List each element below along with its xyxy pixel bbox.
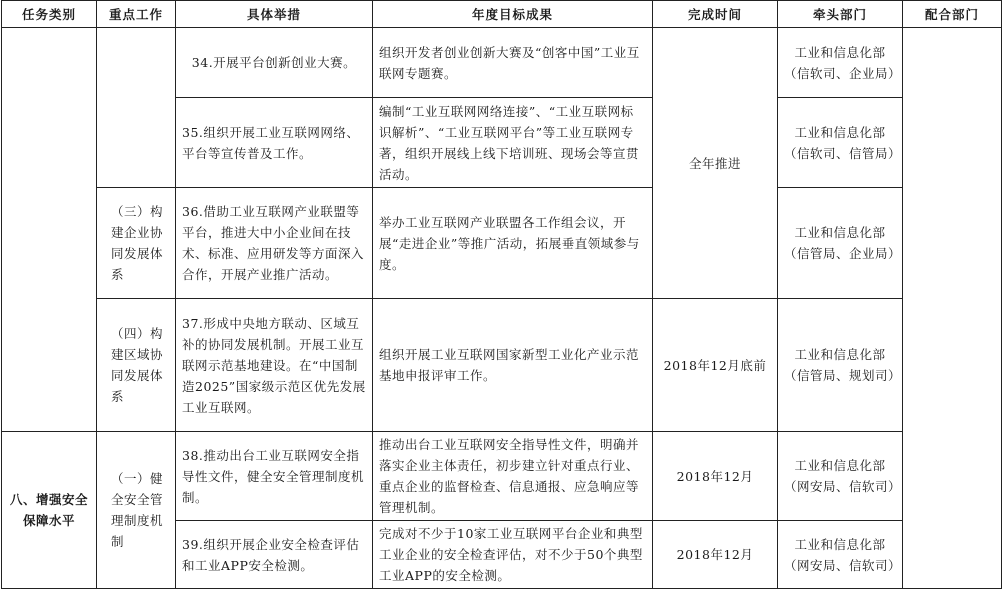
header-coop: 配合部门 — [903, 1, 1002, 28]
goal-cell: 编制“工业互联网网络连接”、“工业互联网标识解析”、“工业互联网平台”等工业互联网专著，组织开展线上线下培训班、现场会等宣贯活动。 — [373, 98, 653, 188]
header-time: 完成时间 — [653, 1, 778, 28]
lead-cell: 工业和信息化部（信管局、企业局） — [778, 188, 903, 299]
header-focus: 重点工作 — [97, 1, 176, 28]
time-cell: 2018年12月底前 — [653, 299, 778, 432]
goal-cell: 完成对不少于10家工业互联网平台企业和典型工业企业的安全检查评估，对不少于50个典型工业APP的安全检测。 — [373, 521, 653, 589]
measure-cell: 34.开展平台创新创业大赛。 — [176, 28, 373, 98]
goal-cell: 组织开发者创业创新大赛及“创客中国”工业互联网专题赛。 — [373, 28, 653, 98]
table-header-row — [2, 1, 1002, 28]
measure-cell: 39.组织开展企业安全检查评估和工业APP安全检测。 — [176, 521, 373, 589]
focus-cell — [97, 28, 176, 188]
goal-cell: 举办工业互联网产业联盟各工作组会议，开展“走进企业”等推广活动，拓展垂直领域参与度。 — [373, 188, 653, 299]
category-cell — [2, 28, 97, 432]
header-measure: 具体举措 — [176, 1, 373, 28]
header-category: 任务类别 — [2, 1, 97, 28]
lead-cell: 工业和信息化部（信软司、企业局） — [778, 28, 903, 98]
work-plan-table — [1, 0, 1002, 589]
focus-cell: （一）健全安全管理制度机制 — [97, 432, 176, 589]
lead-cell: 工业和信息化部（信管局、规划司） — [778, 299, 903, 432]
time-cell: 2018年12月 — [653, 521, 778, 589]
category-cell: 八、增强安全保障水平 — [2, 432, 97, 589]
table-row — [2, 432, 1002, 521]
lead-cell: 工业和信息化部（信软司、信管局） — [778, 98, 903, 188]
focus-cell: （四）构建区域协同发展体系 — [97, 299, 176, 432]
coop-cell — [903, 28, 1002, 589]
table-row — [2, 299, 1002, 432]
measure-cell: 38.推动出台工业互联网安全指导性文件，健全安全管理制度机制。 — [176, 432, 373, 521]
header-lead: 牵头部门 — [778, 1, 903, 28]
focus-cell: （三）构建企业协同发展体系 — [97, 188, 176, 299]
measure-cell: 37.形成中央地方联动、区域互补的协同发展机制。开展工业互联网示范基地建设。在“中国制造2025”国家级示范区优先发展工业互联网。 — [176, 299, 373, 432]
time-cell: 2018年12月 — [653, 432, 778, 521]
lead-cell: 工业和信息化部（网安局、信软司） — [778, 432, 903, 521]
measure-cell: 36.借助工业互联网产业联盟等平台，推进大中小企业间在技术、标准、应用研发等方面深入合作，开展产业推广活动。 — [176, 188, 373, 299]
lead-cell: 工业和信息化部（网安局、信软司） — [778, 521, 903, 589]
time-cell: 全年推进 — [653, 28, 778, 299]
measure-cell: 35.组织开展工业互联网网络、平台等宣传普及工作。 — [176, 98, 373, 188]
table-row — [2, 28, 1002, 98]
goal-cell: 组织开展工业互联网国家新型工业化产业示范基地申报评审工作。 — [373, 299, 653, 432]
table-row — [2, 188, 1002, 299]
header-goal: 年度目标成果 — [373, 1, 653, 28]
goal-cell: 推动出台工业互联网安全指导性文件，明确并落实企业主体责任，初步建立针对重点行业、重点企业的监督检查、信息通报、应急响应等管理机制。 — [373, 432, 653, 521]
